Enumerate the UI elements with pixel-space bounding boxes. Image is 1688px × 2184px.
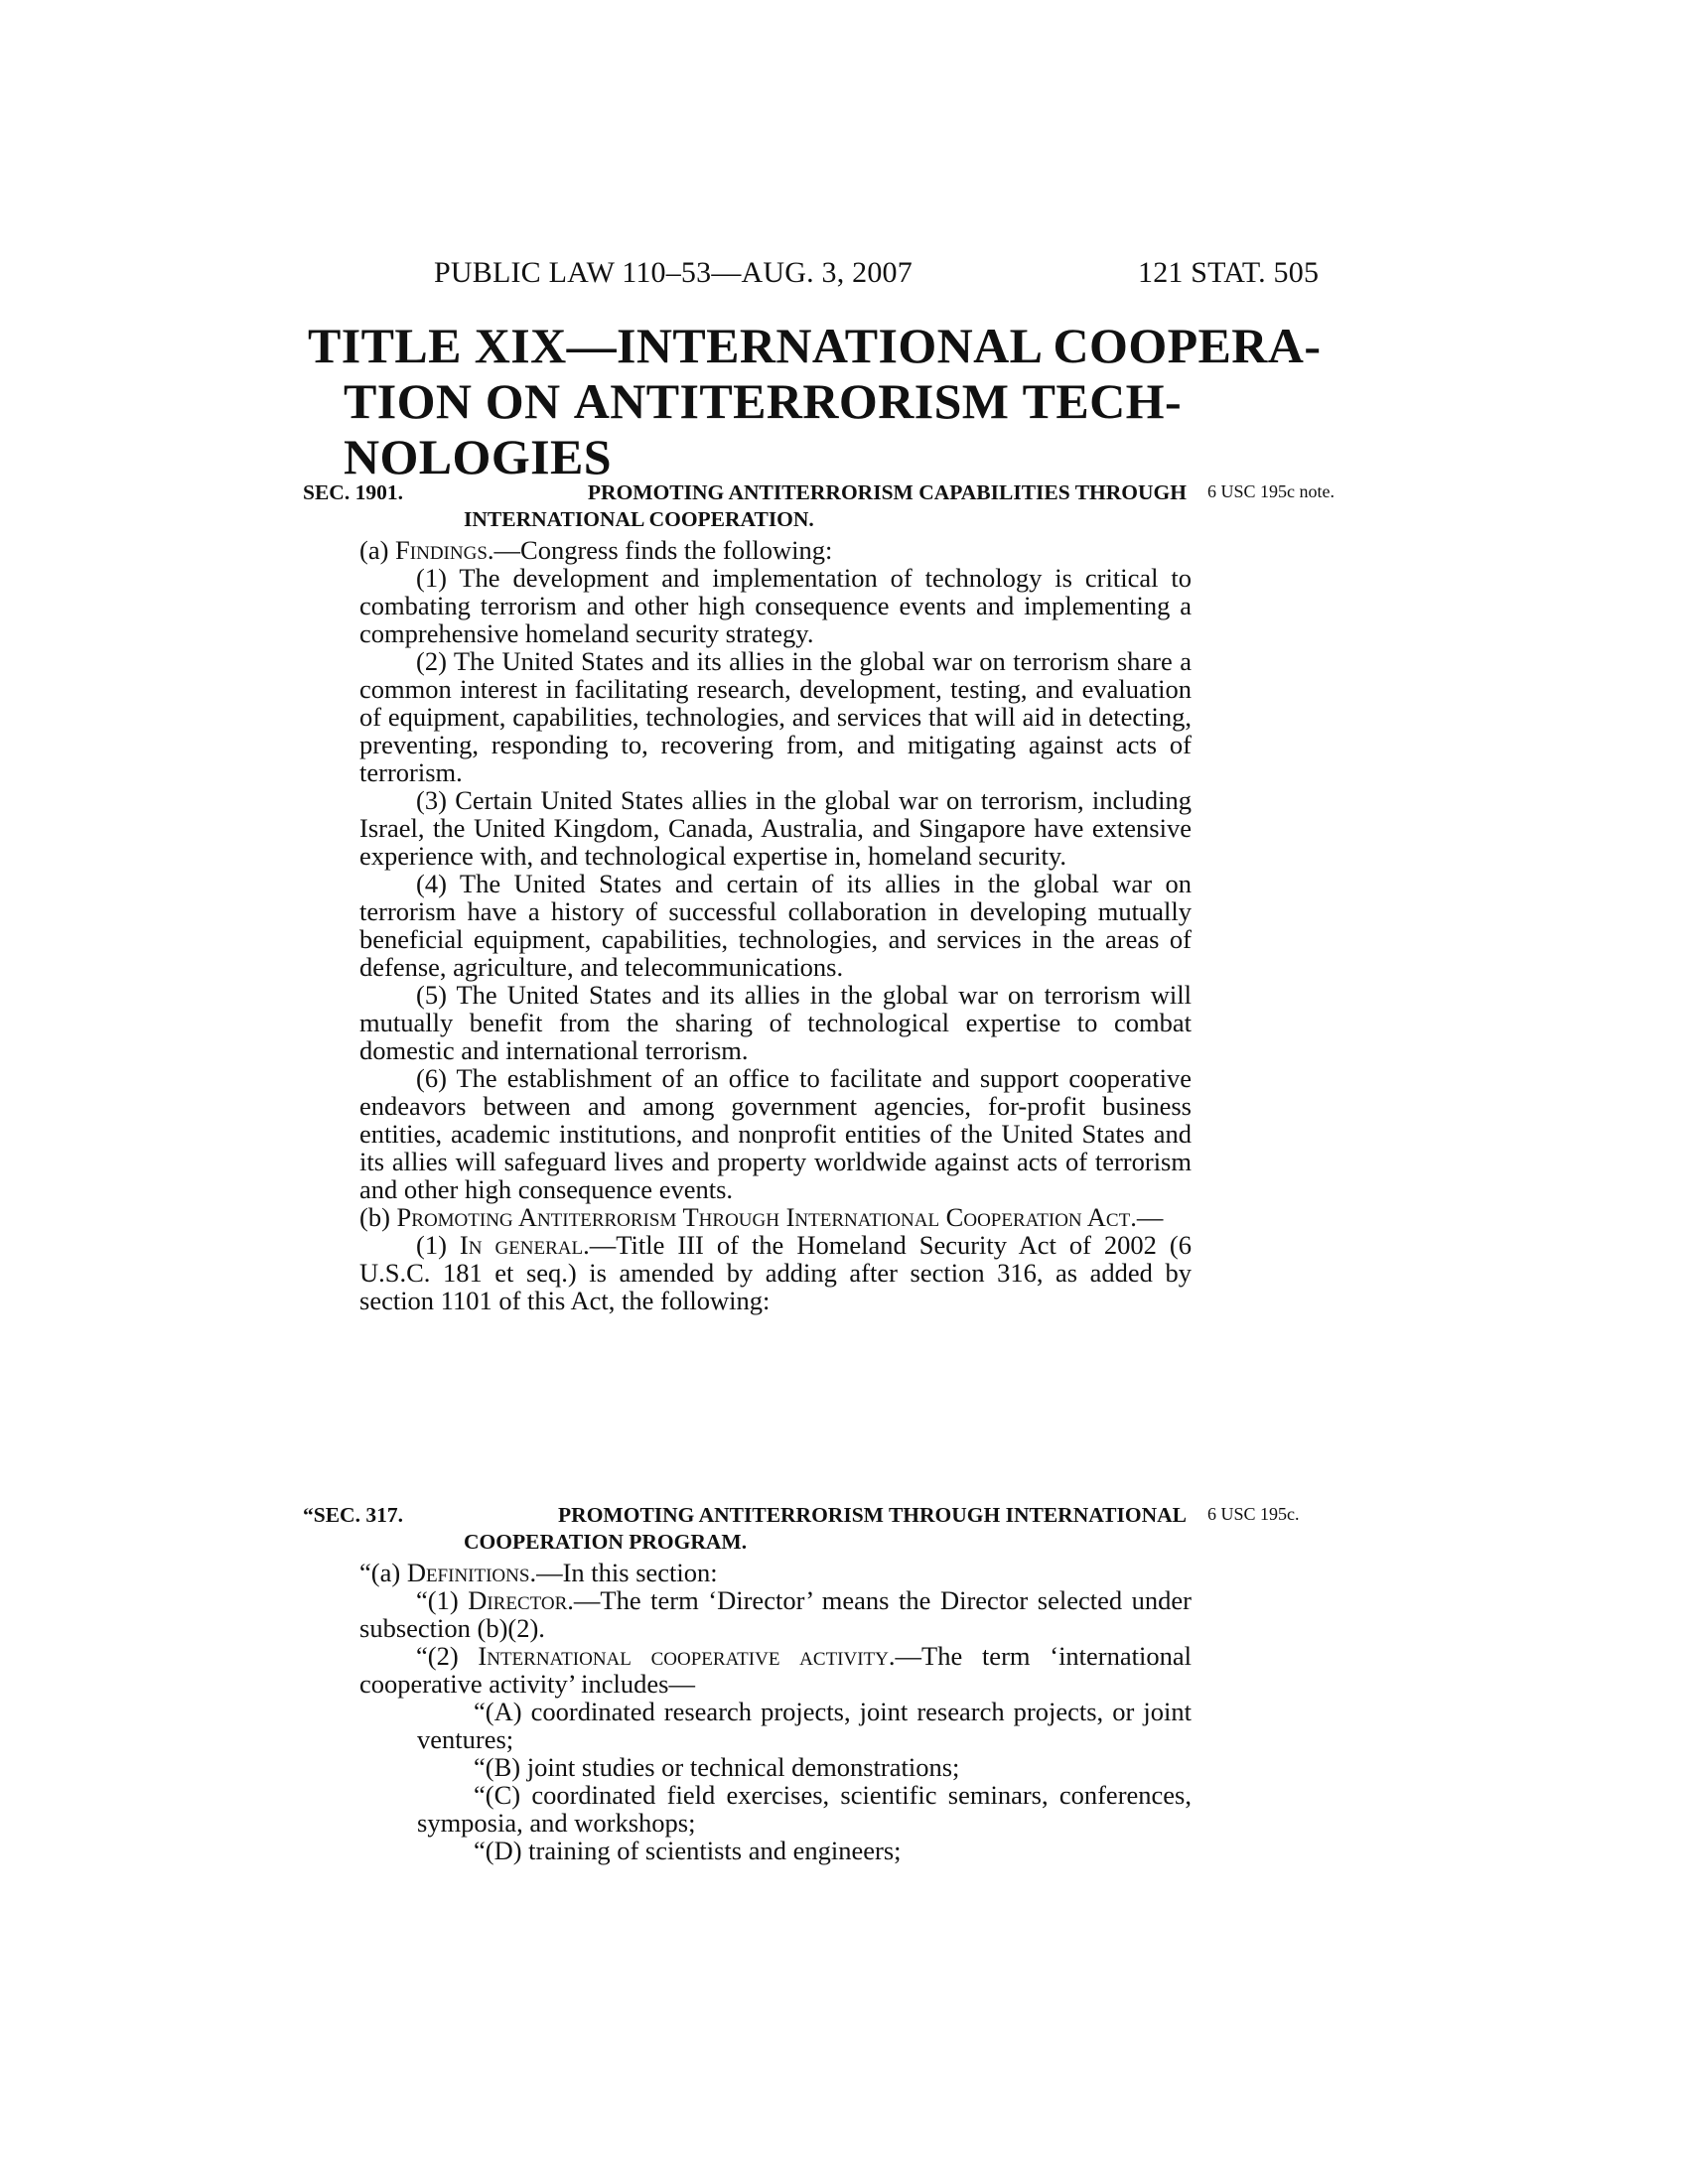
finding-item: (5) The United States and its allies in the global war on terrorism will mutually benefit from the sharing of technological expertise to combat domestic and international terrorism. [359,980,1192,1065]
section-heading-line-1: PROMOTING ANTITERRORISM CAPABILITIES THROUGH [587,480,1187,504]
title-line-2 [308,373,1182,429]
definition-subitem: “(B) joint studies or technical demonstrations; [474,1752,960,1782]
title-word: ON [485,373,561,429]
definition-subitem: “(A) coordinated research projects, joint research projects, or joint ventures; [417,1697,1192,1754]
title-line-1: TITLE XIX—INTERNATIONAL COOPERA- [308,318,1322,373]
definitions-heading: “(a) Definitions.—In this section: [359,1558,718,1587]
finding-item: (6) The establishment of an office to facilitate and support cooperative endeavors between and among government agencies, for-profit business entities, academic institutions, and nonprofit entities of the United States and its allies will safeguard lives and property worldwide against acts of terrorism and other high consequence events. [359,1063,1192,1204]
finding-item: (4) The United States and certain of its allies in the global war on terrorism have a history of successful collaboration in developing mutually beneficial equipment, capabilities, technologies, and services in the areas of defense, agriculture, and telecommunications. [359,869,1192,982]
section-heading-line-2: INTERNATIONAL COOPERATION. [464,507,814,531]
findings-heading: (a) Findings.—Congress finds the following: [359,535,833,565]
title-word: TECH- [1022,373,1182,429]
running-header-stat: 121 STAT. 505 [1138,256,1320,289]
title-heading [308,318,1322,484]
section-label: SEC. 1901. [303,480,403,504]
findings-body [359,536,1192,1314]
finding-item: (1) The development and implementation of technology is critical to combating terrorism and other high consequence events and implementing a comprehensive homeland security strategy. [359,563,1192,648]
definition-international-cooperative-activity: “(2) International cooperative activity.—The term ‘international cooperative activity’ includes— [359,1641,1192,1699]
definitions-body [359,1559,1192,1864]
part-b-heading: (b) Promoting Antiterrorism Through International Cooperation Act.— [359,1202,1164,1232]
section-heading-line-1: PROMOTING ANTITERRORISM THROUGH INTERNATIONAL [558,1503,1187,1527]
section-1901-heading [303,479,1187,533]
section-label: “SEC. 317. [303,1503,403,1527]
definition-director: “(1) Director.—The term ‘Director’ means the Director selected under subsection (b)(2). [359,1585,1192,1643]
definition-subitems [417,1698,1192,1864]
margin-note-usc: 6 USC 195c. [1207,1504,1300,1524]
definition-subitem: “(C) coordinated field exercises, scientific seminars, conferences, symposia, and workshops; [417,1780,1192,1838]
section-heading-line-2: COOPERATION PROGRAM. [464,1530,748,1554]
title-word: ANTITERRORISM [573,373,1010,429]
margin-note-usc: 6 USC 195c note. [1207,481,1335,501]
part-b-general: (1) In general.—Title III of the Homeland Security Act of 2002 (6 U.S.C. 181 et seq.) is amended by adding after section 316, as added by section 1101 of this Act, the following: [359,1230,1193,1315]
title-word: TION [344,373,473,429]
definition-subitem: “(D) training of scientists and engineers; [474,1836,902,1865]
finding-item: (2) The United States and its allies in the global war on terrorism share a common interest in facilitating research, development, testing, and evaluation of equipment, capabilities, technologies, and services that will aid in detecting, preventing, responding to, recovering from, and mitigating against acts of terrorism. [359,646,1192,787]
running-header-law: PUBLIC LAW 110–53—AUG. 3, 2007 [434,256,913,289]
title-line-3: NOLOGIES [344,429,612,484]
finding-item: (3) Certain United States allies in the global war on terrorism, including Israel, the United Kingdom, Canada, Australia, and Singapore have extensive experience with, and technological expertise in, homeland security. [359,785,1192,871]
section-317-heading [303,1502,1187,1556]
